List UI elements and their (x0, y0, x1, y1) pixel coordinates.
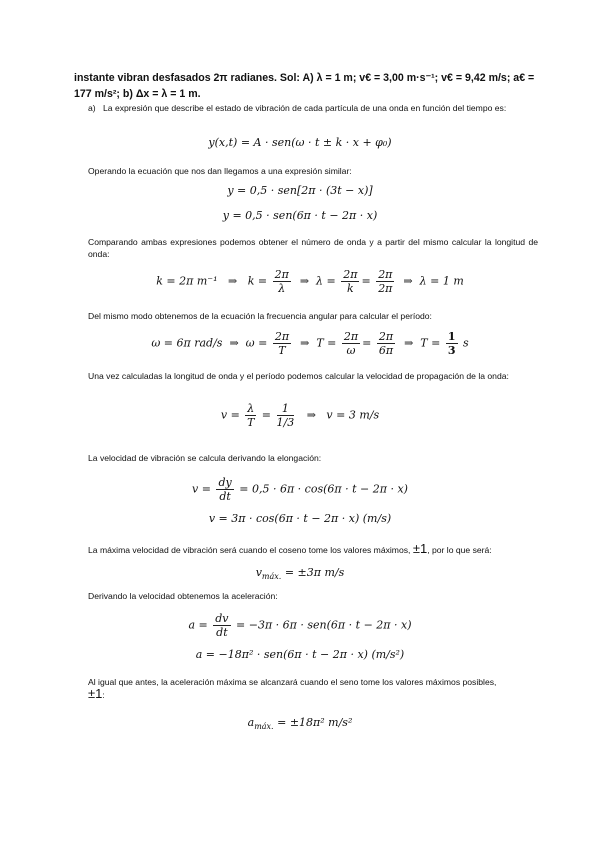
implies-arrow: ⇒ (306, 408, 316, 422)
paragraph-operating: Operando la ecuación que nos dan llegamos a una expresión similar: (88, 166, 352, 176)
accel-left: a = (188, 618, 208, 632)
implies-arrow: ⇒ (404, 336, 414, 350)
equation-max-velocity (150, 566, 450, 581)
omega-value: ω = 6π rad/s (151, 336, 223, 350)
lambda-left: λ = (316, 274, 336, 288)
item-a-marker: a) (88, 103, 96, 113)
max-velocity-text: La máxima velocidad de vibración será cuando el coseno tome los valores máximos, (88, 545, 411, 555)
paragraph-compare: Comparando ambas expresiones podemos obtener el número de onda y a partir del mismo calcular la longitud de onda: (88, 237, 538, 259)
equals-sign: = (261, 408, 271, 422)
implies-arrow: ⇒ (300, 336, 310, 350)
velocity-rest: = 0,5 · 6π · cos(6π · t − 2π · x) (239, 482, 408, 496)
paragraph-vibration-velocity: La velocidad de vibración se calcula derivando la elongación: (88, 453, 322, 463)
implies-arrow: ⇒ (227, 274, 238, 288)
equation-period: ω = 6π rad/s ⇒ ω = $\frac{2\pi}{T}$ ⇒ T = $\frac{2\pi}{\omega}$ = $\frac{2\pi}{6\pi}$ ⇒ T = $\frac{1}{3}$ s (151, 330, 469, 357)
equation-propagation-speed (150, 402, 450, 429)
k-def-den: λ (278, 282, 286, 295)
plus-minus-one: ±1 (88, 686, 103, 701)
period-den1: ω (346, 344, 356, 357)
omega-def-den: T (278, 344, 286, 357)
equation-general-wave: y(x,t) = A · sen(ω · t ± k · x + φ₀) (208, 136, 392, 149)
max-accel-end: : (102, 690, 105, 700)
lambda-num2: 2π (378, 268, 393, 281)
max-velocity-end: , por lo que será: (427, 545, 492, 555)
paragraph-max-velocity (88, 543, 492, 556)
equation-velocity: v = 3π · cos(6π · t − 2π · x) (m/s) (208, 512, 392, 525)
lambda-den1: k (347, 282, 354, 295)
paragraph-acceleration: Derivando la velocidad obtenemos la aceleración: (88, 591, 278, 601)
paragraph-angular-frequency: Del mismo modo obtenemos de la ecuación la frecuencia angular para calcular el período: (88, 311, 432, 321)
equation-max-acceleration (150, 716, 450, 731)
accel-den: dt (216, 626, 228, 639)
omega-def-left: ω = (245, 336, 268, 350)
omega-def-num: 2π (274, 330, 290, 343)
lambda-num1: 2π (343, 268, 358, 281)
k-def-left: k = (247, 274, 268, 288)
paragraph-propagation: Una vez calculadas la longitud de onda y el período podemos calcular la velocidad de propagación de la onda: (88, 371, 509, 381)
period-den2: 6π (378, 344, 394, 357)
equation-given-wave: y = 0,5 · sen[2π · (3t − x)] (227, 184, 373, 197)
equation-wavelength: k = 2π m⁻¹ ⇒ k = $\frac{2\pi}{\lambda}$ ⇒ λ = $\frac{2\pi}{k}$ = $\frac{2\pi}{2\pi}$ ⇒ λ = 1 m (156, 268, 464, 295)
equation-expanded-wave: y = 0,5 · sen(6π · t − 2π · x) (222, 209, 378, 222)
equation-acceleration-derivative (130, 612, 470, 639)
period-left: T = (316, 336, 337, 350)
plus-minus-one: ±1 (412, 541, 428, 556)
period-result-left: T = (420, 336, 441, 350)
k-value: k = 2π m⁻¹ (156, 274, 218, 288)
equation-velocity-derivative (130, 476, 470, 503)
speed-num1: λ (247, 402, 255, 415)
problem-solution-header: instante vibran desfasados 2π radianes. Sol: A) λ = 1 m; v€ = 3,00 m·s⁻¹; v€ = 9,42 m/s; a€ = 177 m/s²; b) Δx = λ = 1 m. (74, 72, 535, 100)
speed-num2: 1 (277, 402, 295, 416)
implies-arrow: ⇒ (299, 274, 310, 288)
period-num1: 2π (343, 330, 359, 343)
speed-left: v = (220, 408, 240, 422)
amax-value: = ±18π² m/s² (277, 716, 353, 729)
vmax-value: = ±3π m/s (284, 566, 345, 579)
speed-result: v = 3 m/s (326, 408, 380, 422)
amax-symbol: a (247, 716, 255, 729)
implies-arrow: ⇒ (229, 336, 239, 350)
velocity-left: v = (192, 482, 211, 496)
amax-subscript: máx. (254, 722, 274, 732)
period-num2: 2π (378, 330, 394, 343)
k-def-num: 2π (274, 268, 289, 281)
accel-num: dv (215, 612, 229, 625)
vmax-symbol: v (255, 566, 262, 579)
speed-den1: T (247, 416, 255, 429)
paragraph-wave-expression: La expresión que describe el estado de vibración de cada partícula de una onda en función del tiempo es: (103, 103, 507, 113)
lambda-den2: 2π (378, 282, 393, 295)
period-result-den: 3 (447, 344, 456, 357)
lambda-result: λ = 1 m (419, 274, 464, 288)
velocity-den: dt (219, 490, 231, 503)
max-accel-text: Al igual que antes, la aceleración máxima se alcanzará cuando el seno tome los valores máximos posibles, (88, 677, 497, 687)
vmax-subscript: máx. (261, 572, 282, 582)
implies-arrow: ⇒ (403, 274, 413, 288)
period-unit: s (463, 336, 469, 350)
velocity-num: dy (218, 476, 232, 489)
accel-rest: = −3π · 6π · sen(6π · t − 2π · x) (236, 618, 412, 632)
paragraph-max-acceleration (88, 676, 538, 701)
period-result-num: 1 (447, 330, 456, 343)
speed-den2: 1/3 (276, 416, 295, 429)
equation-acceleration: a = −18π² · sen(6π · t − 2π · x) (m/s²) (195, 648, 405, 661)
